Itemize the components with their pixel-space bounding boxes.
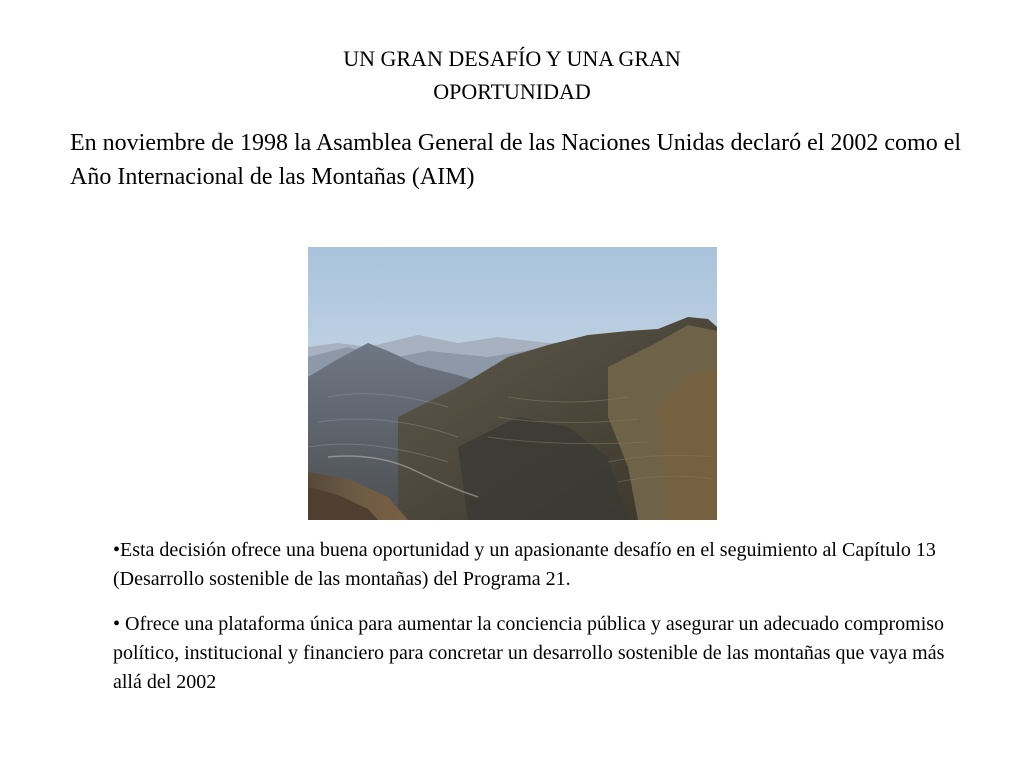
slide-title-line-1: UN GRAN DESAFÍO Y UNA GRAN — [343, 46, 681, 71]
bullet-list — [113, 536, 953, 713]
lead-paragraph: En noviembre de 1998 la Asamblea General de las Naciones Unidas declaró el 2002 como el Año Internacional de las Montañas (AIM) — [70, 130, 962, 190]
slide-title-line-2: OPORTUNIDAD — [433, 79, 591, 104]
bullet-item-1: •Esta decisión ofrece una buena oportunidad y un apasionante desafío en el seguimiento al Capítulo 13 (Desarrollo sostenible de las montañas) del Programa 21. — [113, 539, 936, 590]
mountain-photo — [308, 247, 717, 520]
slide-title — [262, 42, 762, 108]
bullet-item-2: • Ofrece una plataforma única para aumentar la conciencia pública y asegurar un adecuado compromiso político, institucional y financiero para concretar un desarrollo sostenible de las montañas que vaya más allá del 2002 — [113, 613, 945, 693]
